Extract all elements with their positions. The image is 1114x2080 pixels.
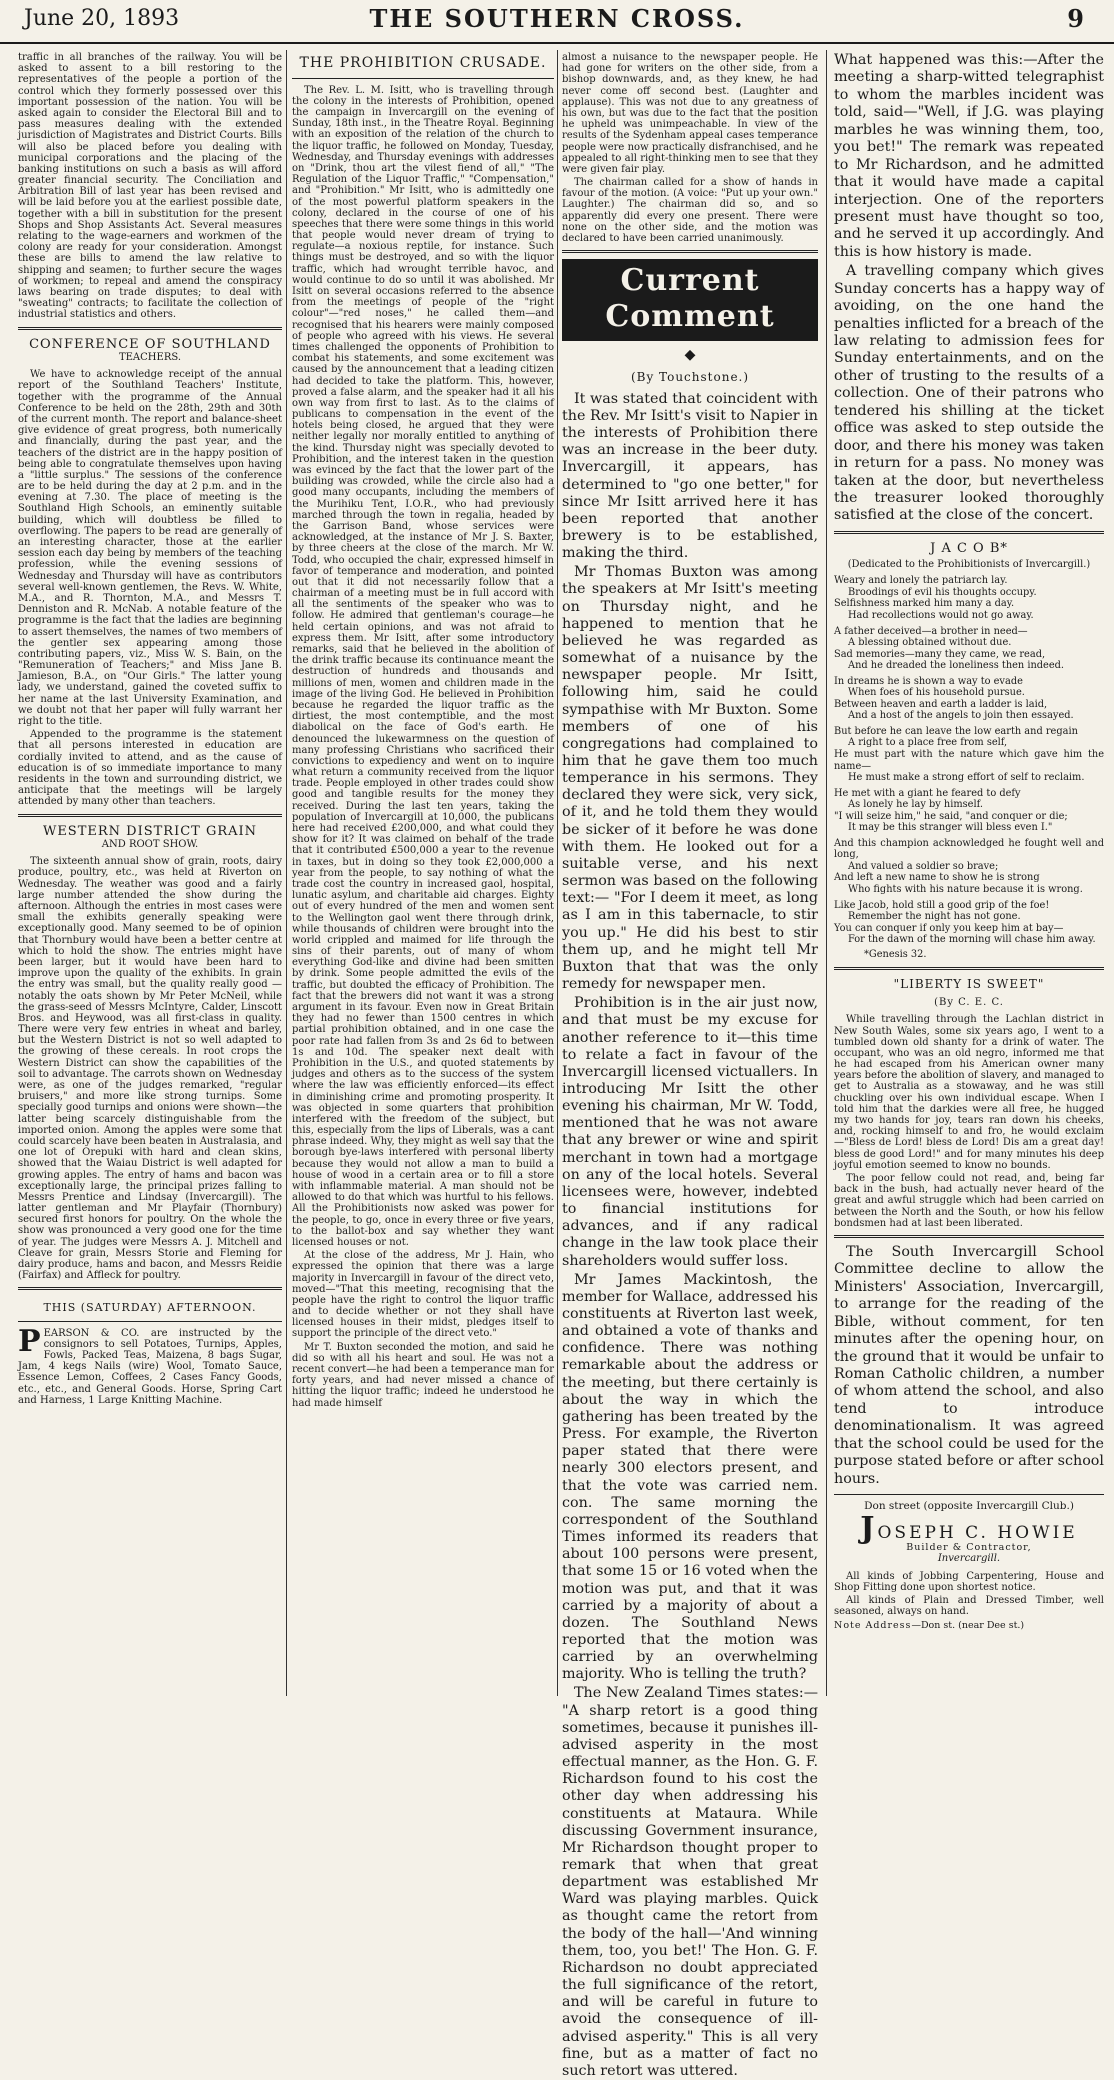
poem-line: He must make a strong effort of self to reclaim.	[848, 772, 1085, 784]
poem-line: It may be this stranger will bless even I."	[848, 822, 1053, 834]
poem-line: And this champion acknowledged he fought well and long,	[834, 837, 1104, 861]
advert-note	[834, 1621, 1104, 1632]
poem-body	[834, 575, 1104, 945]
column-1	[18, 52, 282, 1694]
prohibition-continuation: The chairman called for a show of hands in favour of the motion. (A voice: "Put up your own." Laughter.) The chairman did so, and so apparently did every one present. There were none on the other side, and the motion was declared to have been carried unanimously.	[562, 177, 818, 244]
section-rule	[18, 327, 282, 330]
note-label: Note Address	[834, 1620, 912, 1632]
poem-title: J A C O B*	[930, 540, 1008, 556]
section-rule	[834, 531, 1104, 534]
section-rule	[18, 1321, 282, 1322]
poem-line: But before he can leave the low earth and regain	[834, 725, 1078, 737]
poem-line: Between heaven and earth a ladder is laid,	[834, 698, 1048, 710]
section-rule	[562, 250, 818, 253]
comment-paragraph: Prohibition is in the air just now, and that must be my excuse for another reference to it—this time to relate a fact in favour of the Invercargill licensed victuallers. In introducing Mr Isitt the other evening his chairman, Mr W. Todd, mentioned that he was not aware that any brewer or wine and spirit merchant in town had a mortgage on any of the local hotels. Several licensees were, however, indebted to financial institutions for advances, and if any radical change in the law took place their shareholders would suffer loss.	[562, 995, 818, 1269]
sale-text: EARSON & CO. are instructed by the consignors to sell Potatoes, Turnips, Apples, Fowls, Packed Teas, Maizena, 8 bags Sugar, Jam, 4 kegs Nails (wire) Wool, Tomato Sauce, Essence Lemon, Coffees, 2 Cases Fancy Goods, etc., etc., and General Goods. Horse, Spring Cart and Harness, 1 Large Knitting Machine.	[18, 1327, 282, 1406]
note-value: —Don st. (near Dee st.)	[911, 1620, 1025, 1632]
issue-date: June 20, 1893	[24, 6, 180, 31]
poem-line: Sad memories—many they came, we read,	[834, 648, 1046, 660]
poem-line: And he dreaded the loneliness then indeed.	[848, 660, 1065, 672]
poem-line: When foes of his household pursue.	[848, 687, 1025, 699]
poem-line: He met with a giant he feared to defy	[834, 787, 1021, 799]
liberty-byline: (By C. E. C.	[934, 997, 1004, 1009]
dropcap: J	[860, 1510, 875, 1546]
ornament-icon: ◆	[684, 347, 696, 364]
poem-footnote: *Genesis 32.	[864, 948, 927, 960]
poem-line: Like Jacob, hold still a good grip of the foe!	[834, 899, 1050, 911]
article-continuation: traffic in all branches of the railway. You will be asked to assent to a bill restoring to the representatives of the people a portion of the control which they formerly possessed over this important possession of the nation. You will be asked again to consider the Electoral Bill and to pass measures dealing with the extended jurisdiction of Magistrates and District Courts. Bills will also be placed before you dealing with municipal corporations and the placing of the banking institutions on such a basis as will afford greater financial security. The Conciliation and Arbitration Bill of last year has been revised and will be laid before you at the earliest possible date, together with a bill in substitution for the present Shops and Shop Assistants Act. Several measures relating to the wage-earners and workmen of the colony are ready for your consideration. Amongst these are bills to amend the law relative to shipping and seamen; to further secure the wages of workmen; to repeal and amend the conspiracy laws bearing on trade disputes; to deal with "sweating" contracts; to facilitate the collection of industrial statistics and others.	[18, 52, 282, 321]
poem-line: And left a new name to show he is strong	[834, 872, 1040, 884]
column-divider	[557, 50, 558, 1696]
masthead	[0, 0, 1114, 44]
prohibition-paragraph: The Rev. L. M. Isitt, who is travelling through the colony in the interests of Prohibition, opened the campaign in Invercargill on the evening of Sunday, 18th inst., in the Theatre Royal. Beginning with an exposition of the relation of the church to the liquor traffic, he followed on Monday, Tuesday, Wednesday, and Thursday evenings with addresses on "Drink, thou art the vilest fiend of all," "The Regulation of the Liquor Traffic," "Compensation," and "Prohibition." Mr Isitt, who is admittedly one of the most powerful platform speakers in the colony, declared in the course of one of his speeches that there were some things in this world that people would never dream of trying to regulate—a noxious reptile, for instance. Such things must be destroyed, and so with the liquor traffic, which had wrought terrible havoc, and would continue to do so until it was abolished. Mr Isitt on several occasions referred to the absence from the meetings of people of the "right colour"—"red noses," he called them—and recognised that his hearers were mainly composed of people who agreed with his views. He several times challenged the opponents of Prohibition to combat his statements, and some excitement was caused by the announcement that a leading citizen had decided to take the platform. This, however, proved a false alarm, and the speaker had it all his own way from first to last. As to the claims of publicans to compensation in the event of the hotels being closed, he argued that they were neither legally nor morally entitled to anything of the kind. Thursday night was specially devoted to Prohibition, and the interest taken in the question was evinced by the fact that the lower part of the building was crowded, while the circle also had a good many occupants, including the members of the Murihiku Tent, I.O.R., who had previously marched through the town in regalia, headed by the Garrison Band, whose services were acknowledged, at the instance of Mr J. S. Baxter, by three cheers at the close of the march. Mr W. Todd, who occupied the chair, expressed himself in favor of temperance and moderation, and pointed out that it did not necessarily follow that a chairman of a meeting must be in full accord with all the sentiments of the speaker who was to follow. He admired that gentleman's courage—he held certain opinions, and was not afraid to express them. Mr Isitt, after some introductory remarks, said that he believed in the abolition of the drink traffic because its continuance meant the destruction of hundreds and thousands and millions of men, women and children made in the image of the living God. He believed in Prohibition because he regarded the liquor traffic as the dirtiest, the most contemptible, and the most diabolical on the face of God's earth. He denounced the lukewarmness on the question of many professing Christians who sacrificed their convictions to expediency and went on to inquire what return a community received from the liquor trade. People employed in other trades could show good and tangible results for the money they received. During the last ten years, taking the population of Invercargill at 10,000, the publicans here had received £200,000, and what could they show for it? It was claimed on behalf of the trade that it contributed £500,000 a year to the revenue in taxes, but in doing so they took £2,000,000 a year from the people, to say nothing of what the trade cost the country in increased gaol, hospital, lunatic asylum, and charitable aid charges. Eighty out of every hundred of the men and women sent to the Wellington gaol went there through drink, while thousands of children were brought into the world crippled and maimed for life through the sins of their parents, out of many of whom everything God-like and divine had been smitten by drink. Some people admitted the evils of the traffic, but doubted the efficacy of Prohibition. The fact that the brewers did not want it was a strong argument in its favour. Even now in Great Britain they had no fewer than 1500 centres in which partial prohibition obtained, and in one case the poor rate had fallen from 3s and 2s 6d to between 1s and 10d. The speaker next dealt with Prohibition in the U.S., and quoted statements by judges and others as to the success of the system where the law was efficiently enforced—its effect in diminishing crime and promoting prosperity. It was objected in some quarters that prohibition interfered with the freedom of the subject, but this, especially from the lips of Liberals, was a cant phrase indeed. Why, they might as well say that the borough bye-laws interfered with personal liberty because they would not allow a man to build a house of wood in a certain area or to fill a store with inflammable material. A man should not be allowed to do that which was hurtful to his fellows. All the Prohibitionists now asked was power for the people, to go, once in every three or five years, to the ballot-box and say whether they want licensed houses or not.	[292, 84, 555, 1248]
advert-name	[834, 1510, 1104, 1546]
poem-line: Remember the night has not gone.	[848, 911, 1021, 923]
section-rule	[834, 1235, 1104, 1238]
prohibition-paragraph: Mr T. Buxton seconded the motion, and said he did so with all his heart and soul. He was not a recent convert—he had been a temperance man for forty years, and had never missed a chance of hitting the liquor traffic; indeed he understood he had made himself	[292, 1341, 554, 1409]
poem-line: A blessing obtained without due.	[848, 637, 1012, 649]
section-rule	[18, 814, 282, 817]
sale-headline: THIS (SATURDAY) AFTERNOON.	[43, 1301, 257, 1315]
advert-paragraph: All kinds of Plain and Dressed Timber, well seasoned, always on hand.	[834, 1594, 1104, 1618]
conference-paragraph: We have to acknowledge receipt of the annual report of the Southland Teachers' Institute, together with the programme of the Annual Conference to be held on the 28th, 29th and 30th of the current month. The report and balance-sheet give evidence of great progress, both numerically and financially, during the past year, and the teachers of the district are in the happy position of being able to congratulate themselves upon having a "little surplus." The sessions of the conference are to be held during the day at 2 p.m. and in the evening at 7.30. The place of meeting is the Southland High Schools, an eminently suitable building, which will doubtless be filled to overflowing. The papers to be read are generally of an interesting character, those at the earlier session each day being by members of the teaching profession, while the evening sessions of Wednesday and Thursday will have as contributors several well-known gentlemen, the Revs. W. White, M.A., and R. Thornton, M.A., and Messrs T. Denniston and R. McNab. A notable feature of the programme is the fact that the ladies are beginning to assert themselves, the names of two members of the gentler sex appearing among those contributing papers, viz., Miss W. S. Bain, on the "Remuneration of Teachers;" and Miss Jane B. Jamieson, B.A., on "Our Girls." The latter young lady, we understand, gained the coveted suffix to her name at the last University Examination, and we doubt not that her paper will fully warrant her right to the title.	[18, 369, 282, 728]
poem-line: And valued a soldier so brave;	[848, 860, 999, 872]
section-rule	[834, 967, 1104, 970]
poem-line: For the dawn of the morning will chase him away.	[848, 934, 1096, 946]
section-rule	[292, 78, 554, 79]
poem-line: As lonely he lay by himself.	[848, 799, 983, 811]
conference-paragraph: Appended to the programme is the statement that all persons interested in education are cordially invited to attend, and as the cause of education is of so immediate importance to many residents in the town and surrounding district, we anticipate that the meetings will be largely attended by many other than teachers.	[18, 729, 282, 808]
prohibition-paragraph: At the close of the address, Mr J. Hain, who expressed the opinion that there was a large majority in Invercargill in favour of the direct veto, moved—"That this meeting, recognising that the people have the right to control the liquor traffic and to decide whether or not they shall have licensed houses in their midst, pledges itself to support the principle of the direct veto."	[292, 1250, 554, 1340]
column-2	[292, 52, 554, 1694]
poem-line: A right to a place free from self,	[848, 737, 1008, 749]
conference-headline: CONFERENCE OF SOUTHLAND	[29, 336, 271, 352]
poem-line: He must part with the nature which gave him the name—	[834, 748, 1104, 772]
comment-paragraph: Mr James Mackintosh, the member for Wallace, addressed his constituents at Riverton last week, and obtained a vote of thanks and confidence. There was nothing remarkable about the address or the meeting, but there certainly is about the way in which the gathering has been treated by the Press. For example, the Riverton paper stated that there were nearly 300 electors present, and that the vote was carried nem. con. The same morning the correspondent of the Southland Times informed its readers that about 100 persons were present, that some 15 or 16 voted when the motion was put, and that it was carried by a majority of about a dozen. The Southland News reported that the motion was carried by an overwhelming majority. Who is telling the truth?	[562, 1271, 818, 1683]
column-4	[834, 52, 1104, 1694]
poem-line: Selfishness marked him many a day.	[834, 598, 1015, 610]
show-subheadline: AND ROOT SHOW.	[101, 839, 199, 851]
byline: (By Touchstone.)	[630, 370, 750, 385]
advert-address: Don street (opposite Invercargill Club.)	[864, 1500, 1074, 1513]
comment-paragraph: It was stated that coincident with the Rev. Mr Isitt's visit to Napier in the interests of Prohibition there was an increase in the beer duty. Invercargill, it appears, has determined to "go one better," for since Mr Isitt arrived here it has been reported that another brewery is to be established, making the third.	[562, 390, 818, 562]
school-paragraph: The South Invercargill School Committee decline to allow the Ministers' Association, Invercargill, to arrange for the reading of the Bible, without comment, for ten minutes after the opening hour, on the ground that it would be unfair to Roman Catholic children, a number of whom attend the school, and also tend to introduce denominationalism. It was agreed that the school could be used for the purpose stated before or after school hours.	[834, 1243, 1104, 1487]
liberty-headline: "LIBERTY IS SWEET"	[893, 976, 1045, 991]
section-rule	[834, 1494, 1104, 1495]
column-divider	[826, 50, 827, 1696]
current-comment-banner: Current Comment	[562, 259, 818, 341]
poem-line: In dreams he is shown a way to evade	[834, 675, 1023, 687]
section-rule	[18, 1287, 282, 1290]
prohibition-headline: THE PROHIBITION CRUSADE.	[299, 55, 547, 71]
dropcap: P	[18, 1323, 41, 1359]
liberty-paragraph: The poor fellow could not read, and, being far back in the bush, had actually never heard of the great and awful struggle which had been carried on between the North and the South, or how his fellow bondsmen had at last been liberated.	[834, 1172, 1104, 1229]
newspaper-title: THE SOUTHERN CROSS.	[369, 4, 745, 33]
column-3	[562, 52, 818, 2079]
comment-paragraph: What happened was this:—After the meeting a sharp-witted telegraphist to whom the marbles incident was told, said—"Well, if J.G. was playing marbles he was winning them, too, you bet!" The remark was repeated to Mr Richardson, and he admitted that it would have made a capital interjection. One of the reporters present must have thought so too, and he served it up accordingly. And this is how history is made.	[834, 52, 1104, 260]
poem-dedication: (Dedicated to the Prohibitionists of Invercargill.)	[847, 559, 1091, 571]
advert-role: Builder & Contractor,	[906, 1541, 1032, 1553]
column-divider	[286, 50, 287, 1696]
poem-line: Broodings of evil his thoughts occupy.	[848, 586, 1037, 598]
comment-paragraph: Mr Thomas Buxton was among the speakers at Mr Isitt's meeting on Thursday night, and he happened to mention that he believed he was regarded as somewhat of a nuisance by the newspaper people. Mr Isitt, following him, said he could sympathise with Mr Buxton. Some members of one of his congregations had complained to him that he gave them too much temperance in his sermons. They declared they were sick, very sick, of it, and he told them they would be sicker of it before he was done with them. He looked out for a suitable verse, and his next sermon was based on the following text:— "For I deem it meet, as long as I am in this tabernacle, to stir you up." He did his best to stir them up, and he might tell Mr Buxton that that was the only remedy for newspaper men.	[562, 564, 818, 993]
poem-line: You can conquer if only you keep him at bay—	[834, 922, 1064, 934]
comment-paragraph: The New Zealand Times states:— "A sharp retort is a good thing sometimes, because it punishes ill-advised asperity in the most effectual manner, as the Hon. G. F. Richardson found to his cost the other day when addressing his constituents at Mataura. While discussing Government insurance, Mr Richardson thought proper to remark that when that great department was established Mr Ward was playing marbles. Quick as thought came the retort from the body of the hall—'And winning them, too, you bet!' The Hon. G. F. Richardson no doubt appreciated the full significance of the retort, and will be careful in future to avoid the consequence of ill-advised asperity." This is all very fine, but as a matter of fact no such retort was uttered.	[562, 1685, 818, 2079]
poem-line: Weary and lonely the patriarch lay.	[834, 575, 1008, 587]
poem-line: Who fights with his nature because it is wrong.	[848, 884, 1083, 895]
liberty-paragraph: While travelling through the Lachlan district in New South Wales, some six years ago, I went to a tumbled down old shanty for a drink of water. The occupant, who was an old negro, informed me that he had escaped from his American owner many years before the abolition of slavery, and managed to get to Australia as a stowaway, and he was still chuckling over his own individual escape. When I told him that the darkies were all free, he hugged my two hands for joy, tears ran down his cheeks, and, rocking himself to and fro, he would exclaim—"Bless de Lord! bless de Lord! Dis am a great day! bless de good Lord!" and for many minutes his deep joyful emotion seemed to know no bounds.	[834, 1014, 1104, 1171]
prohibition-continuation: almost a nuisance to the newspaper people. He had gone for writers on the other side, from a bishop downwards, and, as they knew, he had never come off second best. (Laughter and applause). This was not due to any greatness of his own, but was due to the fact that the position he upheld was unimpeachable. In view of the results of the Sydenham appeal cases temperance people were now practically disfranchised, and he appealed to all right-thinking men to see that they were given fair play.	[562, 52, 818, 175]
poem-line: A father deceived—a brother in need—	[834, 625, 1028, 637]
conference-subheadline: TEACHERS.	[118, 352, 182, 364]
poem-line: Had recollections would not go away.	[848, 609, 1034, 621]
show-paragraph: The sixteenth annual show of grain, roots, dairy produce, poultry, etc., was held at Riverton on Wednesday. The weather was good and a fairly large number attended the show during the afternoon. Although the entries in most cases were small the exhibits generally speaking were exceptionally good. Many seemed to be of opinion that Thornbury would have been a better centre at which to hold the show. The entries might have been larger, but it would have been hard to improve upon the quality of the exhibits. In grain the entry was small, but the quality really good — notably the oats shown by Mr Peter McNeil, while the grass-seed of Messrs McIntyre, Calder, Linscott Bros. and Heywood, was all first-class in quality. There were very few entries in wheat and barley, but the Western District is not so well adapted to the growing of these cereals. In root crops the Western District can show the capabilities of the soil to advantage. The carrots shown on Wednesday were, as one of the judges remarked, "regular bruisers," and more like strong turnips. Some specially good turnips and onions were shown—the latter being scarcely distinguishable from the imported onion. Among the apples were some that could scarcely have been beaten in Australasia, and one lot of Orepuki with hard and clean skins, showed that the Waiau District is well adapted for growing apples. The entry of hams and bacon was exceptionally large, the principal prizes falling to Messrs Prentice and Lindsay (Invercargill). The latter gentleman and Mr Playfair (Thornbury) secured first honors for poultry. On the whole the show was pronounced a very good one for the time of year. The judges were Messrs A. J. Mitchell and Cleave for grain, Messrs Storie and Fleming for dairy produce, hams and bacon, and Messrs Reidie (Fairfax) and Affleck for poultry.	[18, 856, 282, 1282]
advert-paragraph: All kinds of Jobbing Carpentering, House and Shop Fitting done upon shortest notice.	[834, 1570, 1104, 1593]
page-number: 9	[1067, 4, 1084, 33]
comment-paragraph: A travelling company which gives Sunday concerts has a happy way of avoiding, on the one hand the penalties inflicted for a breach of the law relating to admission fees for Sunday entertainments, and on the other of trusting to the results of a collection. One of their patrons who tendered his shilling at the ticket office was asked to step outside the door, and there his money was taken in return for a pass. No money was taken at the door, but nevertheless the treasurer looked thoroughly satisfied at the close of the concert.	[834, 263, 1104, 524]
advert-place: Invercargill.	[937, 1553, 1001, 1565]
advert-name-text: OSEPH C. HOWIE	[877, 1522, 1078, 1543]
poem-line: And a host of the angels to join then essayed.	[848, 710, 1074, 722]
sale-advert	[18, 1323, 282, 1406]
show-headline: WESTERN DISTRICT GRAIN	[42, 823, 258, 839]
poem-line: "I will seize him," he said, "and conquer or die;	[834, 810, 1068, 822]
